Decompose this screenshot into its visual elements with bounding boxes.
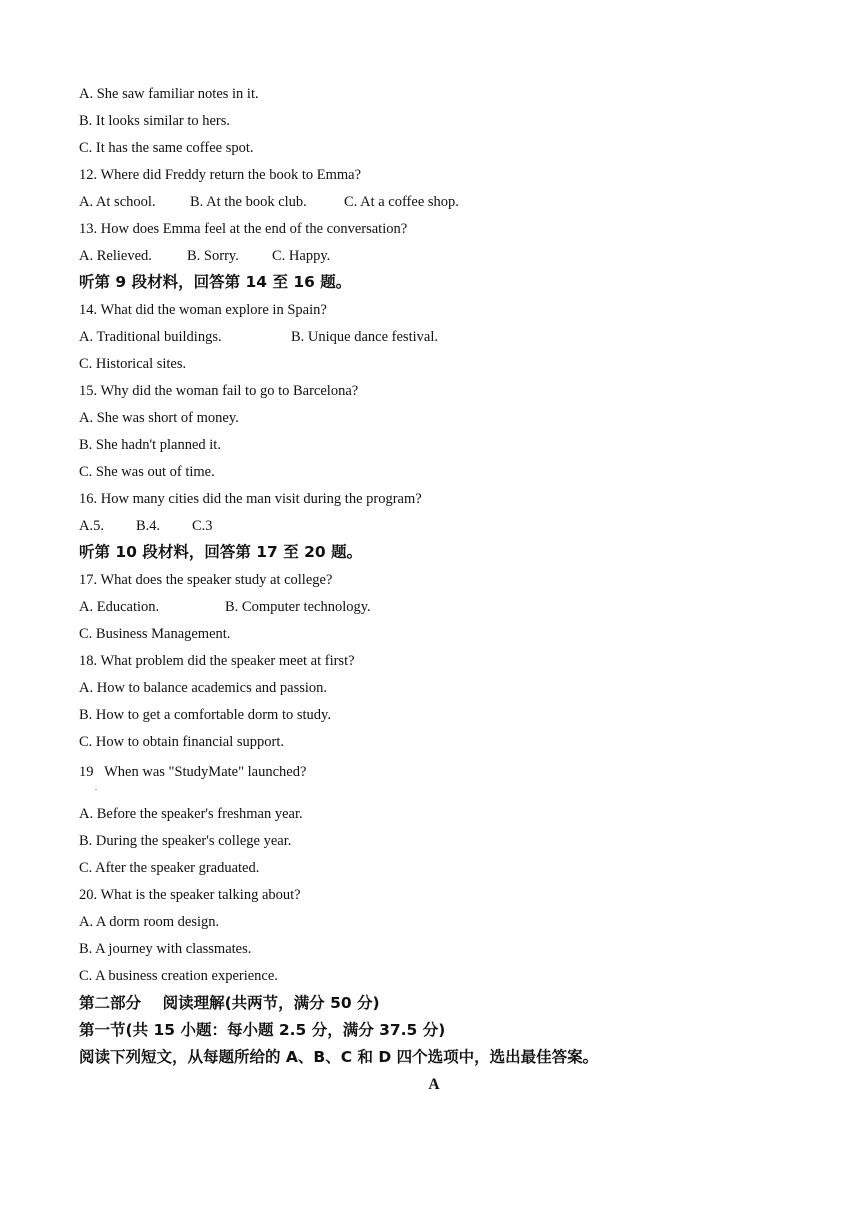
passage-label: A [428,1076,440,1093]
question-20: 20. What is the speaker talking about? [79,887,301,903]
q15-option-b: B. She hadn't planned it. [79,437,221,453]
q18-option-c: C. How to obtain financial support. [79,734,284,750]
q13-option-c: C. Happy. [272,248,331,264]
q16-option-b: B.4. [136,518,161,534]
q11-option-c: C. It has the same coffee spot. [79,140,254,156]
stray-dot-mark: . [95,783,97,792]
q20-option-b: B. A journey with classmates. [79,941,252,957]
part-two-heading: 第二部分 阅读理解(共两节，满分 50 分) [79,994,380,1012]
q15-option-c: C. She was out of time. [79,464,215,480]
question-17: 17. What does the speaker study at college? [79,572,333,588]
question-19: 19 When was "StudyMate" launched? [79,764,307,780]
section-one-heading: 第一节(共 15 小题：每小题 2.5 分，满分 37.5 分) [79,1021,446,1039]
q20-option-c: C. A business creation experience. [79,968,278,984]
question-15: 15. Why did the woman fail to go to Barcelona? [79,383,359,399]
q17-option-a: A. Education. [79,599,160,615]
q13-option-a: A. Relieved. [79,248,152,264]
question-12: 12. Where did Freddy return the book to Emma? [79,167,362,183]
q17-option-b: B. Computer technology. [225,599,371,615]
q14-option-b: B. Unique dance festival. [291,329,438,345]
reading-instructions: 阅读下列短文，从每题所给的 A、B、C 和 D 四个选项中，选出最佳答案。 [79,1048,599,1066]
question-13: 13. How does Emma feel at the end of the conversation? [79,221,408,237]
q19-option-b: B. During the speaker's college year. [79,833,292,849]
q11-option-b: B. It looks similar to hers. [79,113,231,129]
q17-option-c: C. Business Management. [79,626,231,642]
q14-option-a: A. Traditional buildings. [79,329,222,345]
q12-option-a: A. At school. [79,194,156,210]
question-18: 18. What problem did the speaker meet at first? [79,653,355,669]
question-16: 16. How many cities did the man visit during the program? [79,491,422,507]
q20-option-a: A. A dorm room design. [79,914,220,930]
q19-option-a: A. Before the speaker's freshman year. [79,806,303,822]
q18-option-b: B. How to get a comfortable dorm to study. [79,707,331,723]
question-14: 14. What did the woman explore in Spain? [79,302,327,318]
q12-option-c: C. At a coffee shop. [344,194,459,210]
q18-option-a: A. How to balance academics and passion. [79,680,328,696]
q12-option-b: B. At the book club. [190,194,307,210]
section-heading-9: 听第 9 段材料，回答第 14 至 16 题。 [79,273,352,291]
q16-option-a: A.5. [79,518,104,534]
q16-option-c: C.3 [192,518,213,534]
q15-option-a: A. She was short of money. [79,410,239,426]
q13-option-b: B. Sorry. [187,248,239,264]
q11-option-a: A. She saw familiar notes in it. [79,86,259,102]
section-heading-10: 听第 10 段材料，回答第 17 至 20 题。 [79,543,363,561]
q14-option-c: C. Historical sites. [79,356,187,372]
q19-option-c: C. After the speaker graduated. [79,860,260,876]
